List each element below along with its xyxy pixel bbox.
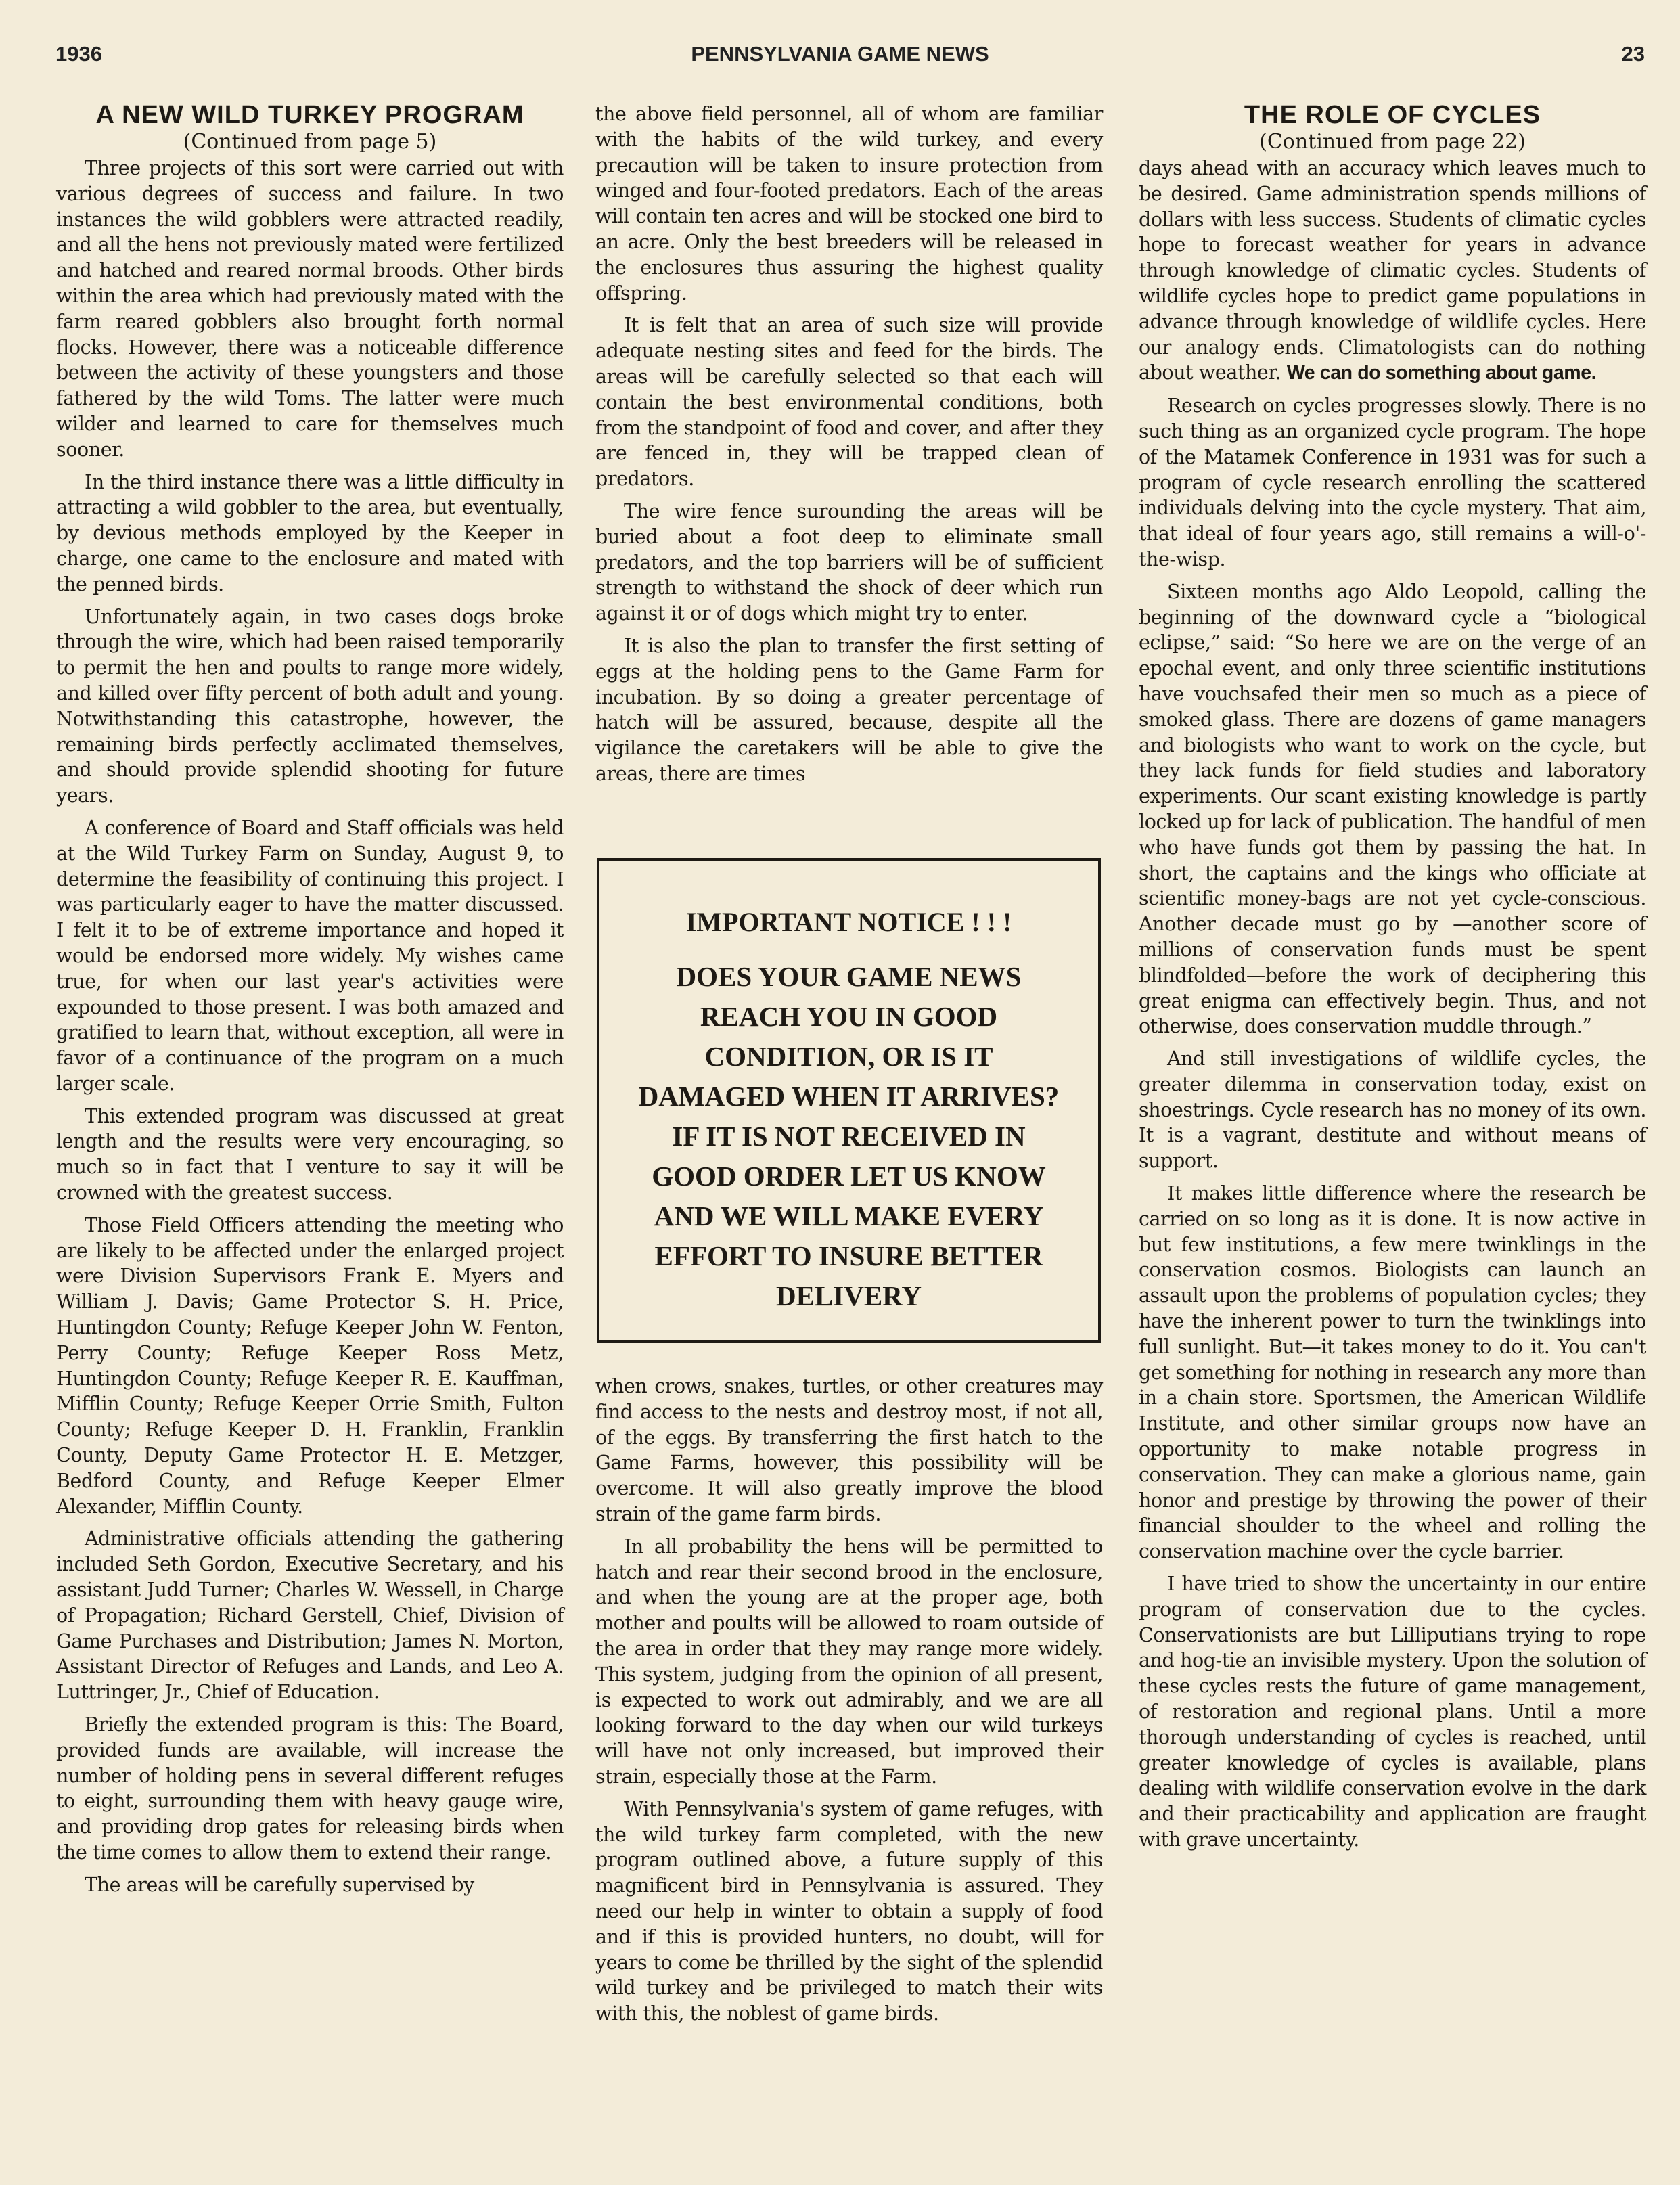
cycles-article — [1139, 100, 1646, 1860]
emphasis-text: We can do something about game. — [1286, 362, 1597, 384]
paragraph — [1139, 156, 1646, 386]
notice-heading: IMPORTANT NOTICE ! ! ! — [685, 907, 1012, 937]
paragraph: Research on cycles progresses slowly. There is no such thing as an organized cycle program. The hope of the Matamek Conference in 1931 was for such a program of cycle research enrolling the scattered individuals delving into the cycle mystery. That aim, that ideal of four years ago, still remains a will-o'-the-wisp. — [1139, 395, 1646, 570]
turkey-article — [56, 100, 564, 1905]
paragraph: I have tried to show the uncertainty in our entire program of conservation due to the cycles. Conservationists are but Lilliputians trying to rope and hog-tie an invisible mystery. Upon the solution of these cycles rests the future of game management, of restoration and regional plans. Until a more thorough understanding of cycles is reached, until greater knowledge of cycles is available, plans dealing with wildlife conservation evolve in the dark and their practicability and application are fraught with grave uncertainty. — [1139, 1573, 1646, 1851]
paragraph: Briefly the extended program is this: The Board, provided funds are available, will increase the number of holding pens in several different refuges to eight, surrounding them with heavy gauge wire, and providing drop gates for releasing birds when the time comes to allow them to extend their range. — [56, 1713, 564, 1864]
turkey-article-end — [595, 1374, 1103, 2033]
paragraph: The wire fence surounding the areas will be buried about a foot deep to eliminate small predators, and the top barriers will be of sufficient strength to withstand the shock of deer which run against it or of dogs which might try to enter. — [595, 499, 1103, 625]
paragraph: In all probability the hens will be permitted to hatch and rear their second brood in the enclosure, and when the young are at the proper age, both mother and poults will be allowed to roam outside of the area in order that they may range more widely. This system, judging from the opinion of all present, is expected to work out admirably, and we are all looking forward to the day when our wild turkeys will have not only increased, but improved their strain, especially those at the Farm. — [595, 1535, 1103, 1788]
paragraph-text: days ahead with an accuracy which leaves much to be desired. Game administration spends millions of dollars with less success. Students of climatic cycles hope to forecast weather for years in advance through knowledge of climatic cycles. Students of wildlife cycles hope to predict game populations in advance through knowledge of wildlife cycles. Here our analogy ends. Climatologists can do nothing about weather. — [1139, 157, 1646, 384]
paragraph: Those Field Officers attending the meeting who are likely to be affected under the enlarged project were Division Supervisors Frank E. Myers and William J. Davis; Game Protector S. H. Price, Huntingdon County; Refuge Keeper John W. Fenton, Perry County; Refuge Keeper Ross Metz, Huntingdon County; Refuge Keeper R. E. Kauffman, Mifflin County; Refuge Keeper Orrie Smith, Fulton County; Refuge Keeper D. H. Franklin, Franklin County, Deputy Game Protector H. E. Metzger, Bedford County, and Refuge Keeper Elmer Alexander, Mifflin County. — [56, 1213, 564, 1518]
paragraph: With Pennsylvania's system of game refuges, with the wild turkey farm completed, with the new program outlined above, a future supply of this magnificent bird in Pennsylvania is assured. They need our help in winter to obtain a supply of food and if this is provided hunters, no doubt, will for years to come be thrilled by the sight of the splendid wild turkey and be privileged to match their wits with this, the noblest of game birds. — [595, 1797, 1103, 2025]
article-title: A NEW WILD TURKEY PROGRAM — [95, 101, 524, 129]
paragraph: Administrative officials attending the gathering included Seth Gordon, Executive Secretary, and his assistant Judd Turner; Charles W. Wessell, in Charge of Propagation; Richard Gerstell, Chief, Division of Game Purchases and Distribution; James N. Morton, Assistant Director of Refuges and Lands, and Leo A. Luttringer, Jr., Chief of Education. — [56, 1527, 564, 1704]
page-year: 1936 — [55, 42, 102, 66]
page-number: 23 — [1621, 42, 1645, 66]
article-title: THE ROLE OF CYCLES — [1244, 101, 1541, 129]
continuation-note: (Continued from page 22) — [1259, 130, 1526, 154]
turkey-article-continued — [595, 102, 1103, 794]
paragraph: Sixteen months ago Aldo Leopold, calling the beginning of the downward cycle a “biological eclipse,” said: “So here we are on the verge of an epochal event, and only three scientific institutions have vouchsafed their men so much as a piece of smoked glass. There are dozens of game managers and biologists who want to work on the cycle, but they lack funds for field studies and laboratory experiments. Our scant existing knowledge is partly locked up for lack of publication. The handful of men who have funds got them by passing the hat. In short, the captains and the kings who officiate at scientific money-bags are not yet cycle-conscious. Another decade must go by —another score of millions of conservation funds must be spent blindfolded—before the work of deciphering this great enigma can effectively begin. Thus, and not otherwise, does conservation muddle through.” — [1139, 580, 1646, 1038]
notice-body: DOES YOUR GAME NEWS REACH YOU IN GOOD CONDITION, OR IS IT DAMAGED WHEN IT ARRIVES? IF IT IS NOT RECEIVED IN GOOD ORDER LET US KNOW AND WE WILL MAKE EVERY EFFORT TO INSURE BETTER DELIVERY — [638, 961, 1060, 1311]
important-notice-box — [597, 858, 1101, 1343]
paragraph: It is also the plan to transfer the first setting of eggs at the holding pens to the Game Farm for incubation. By so doing a greater percentage of hatch will be assured, because, despite all the vigilance the caretakers will be able to give the areas, there are times — [595, 634, 1103, 785]
paragraph: A conference of Board and Staff officials was held at the Wild Turkey Farm on Sunday, August 9, to determine the feasibility of continuing this project. I was particularly eager to have the matter discussed. I felt it to be of extreme importance and hoped it would be endorsed more widely. My wishes came true, for when our last year's activities were expounded to those present. I was both amazed and gratified to learn that, without exception, all were in favor of a continuance of the program on a much larger scale. — [56, 816, 564, 1095]
paragraph: This extended program was discussed at great length and the results were very encouraging, so much so in fact that I venture to say it will be crowned with the greatest success. — [56, 1104, 564, 1204]
paragraph: The areas will be carefully supervised by — [85, 1873, 474, 1896]
paragraph: Three projects of this sort were carried out with various degrees of success and failure. In two instances the wild gobblers were attracted readily, and all the hens not previously mated were fertilized and hatched and reared normal broods. Other birds within the area which had previously mated with the farm reared gobblers also brought forth normal flocks. However, there was a noticeable difference between the activity of these youngsters and those fathered by the wild Toms. The latter were much wilder and learned to care for themselves much sooner. — [56, 157, 564, 461]
continuation-note: (Continued from page 5) — [183, 130, 437, 154]
paragraph: And still investigations of wildlife cycles, the greater dilemma in conservation today, exist on shoestrings. Cycle research has no money of its own. It is a vagrant, destitute and without means of support. — [1139, 1048, 1646, 1173]
paragraph: when crows, snakes, turtles, or other creatures may find access to the nests and destroy most, if not all, of the eggs. By transferring the first hatch to the Game Farms, however, this possibility will be overcome. It will also greatly improve the blood strain of the game farm birds. — [595, 1375, 1103, 1525]
magazine-title: PENNSYLVANIA GAME NEWS — [691, 42, 989, 66]
paragraph: the above field personnel, all of whom are familiar with the habits of the wild turkey, and every precaution will be taken to insure protection from winged and four-footed predators. Each of the areas will contain ten acres and will be stocked one bird to an acre. Only the best breeders will be released in the enclosures thus assuring the highest quality offspring. — [595, 103, 1103, 305]
paragraph: Unfortunately again, in two cases dogs broke through the wire, which had been raised temporarily to permit the hen and poults to range more widely, and killed over fifty percent of both adult and young. Notwithstanding this catastrophe, however, the remaining birds perfectly acclimated themselves, and should provide splendid shooting for future years. — [56, 605, 564, 807]
paragraph: It makes little difference where the research be carried on so long as it is done. It is now active in but few institutions, a few mere twinklings in the conservation cosmos. Biologists can launch an assault upon the problems of population cycles; they have the inherent power to turn the twinklings into full sunlight. But—it takes money to do it. You can't get something for nothing in research any more than in a chain store. Sportsmen, the American Wildlife Institute, and other similar groups now have an opportunity to make notable progress in conservation. They can make a glorious name, gain honor and prestige by throwing the power of their financial shoulder to the wheel and rolling the conservation machine over the cycle barrier. — [1139, 1182, 1646, 1563]
paragraph: In the third instance there was a little difficulty in attracting a wild gobbler to the area, but eventually, by devious methods employed by the Keeper in charge, one came to the enclosure and mated with the penned birds. — [56, 470, 564, 595]
paragraph: It is felt that an area of such size will provide adequate nesting sites and feed for the birds. The areas will be carefully selected so that each will contain the best environmental conditions, both from the standpoint of food and cover, and after they are fenced in, they will be trapped clean of predators. — [595, 314, 1103, 491]
